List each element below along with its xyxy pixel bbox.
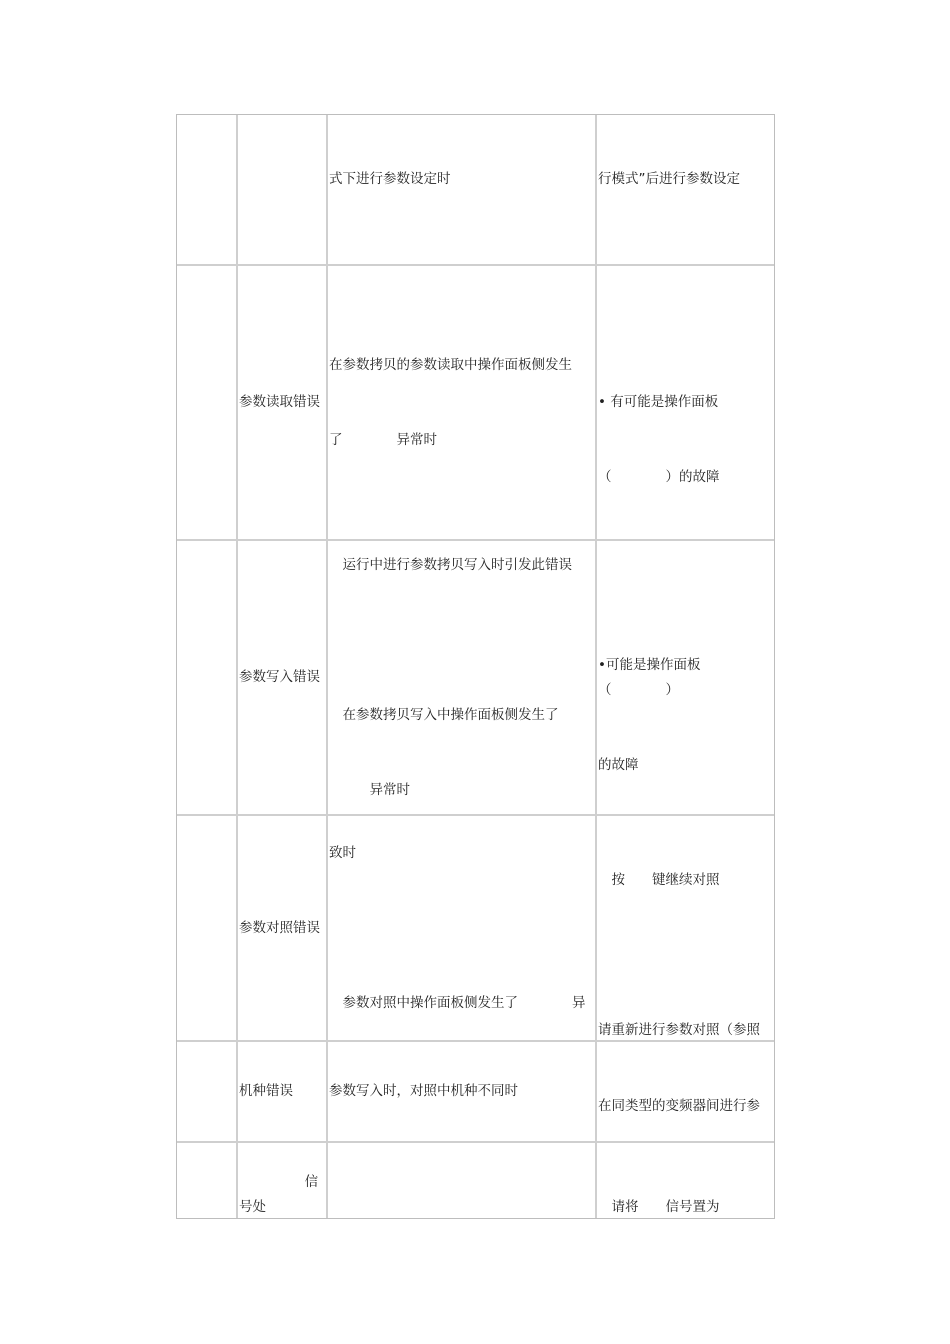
condition-line: 运行中进行参数拷贝写入时引发此错误 [329,556,572,573]
table-row [177,266,774,541]
table-cell-code [177,1042,238,1141]
remedy-line: 的故障 [598,756,639,773]
error-name: 机种错误 [239,1083,293,1099]
remedy-line [598,315,759,340]
condition-line: 参数对照中操作面板侧发生了 异 [329,994,586,1011]
condition-line [329,628,572,653]
table-cell-remedy [597,816,774,1040]
remedy-line: 请将 信号置为 [598,1199,720,1215]
remedy-line: • 有可能是操作面板 [598,394,719,410]
table-cell-condition [328,1143,597,1218]
remedy-line [598,943,774,968]
error-name: 参数读取错误 [239,394,320,410]
table-cell-code [177,541,238,814]
condition-line [329,916,586,941]
table-cell-name [238,115,328,264]
table-cell-condition [328,541,597,814]
remedy-line: 按 键继续对照 [598,872,720,888]
table-row [177,115,774,266]
table-cell-name [238,816,328,1040]
table-row [177,1042,774,1143]
condition-line: 在参数拷贝写入中操作面板侧发生了 [329,706,559,723]
table-cell-code [177,115,238,264]
condition-line: 异常时 [329,781,410,798]
error-name: 信号处 [239,1174,319,1215]
remedy-line: 在同类型的变频器间进行参 [598,1098,760,1114]
remedy-line: •可能是操作面板（ ） [598,656,701,698]
table-cell-name [238,541,328,814]
error-name: 参数对照错误 [239,919,320,936]
condition-line: 式下进行参数设定时 [329,171,451,187]
remedy-line: （ ）的故障 [598,469,720,485]
table-cell-remedy [597,541,774,814]
table-cell-code [177,266,238,539]
table-cell-remedy [597,266,774,539]
condition-line: 了 异常时 [329,431,437,448]
table-row [177,1143,774,1218]
table-cell-code [177,816,238,1040]
condition-line: 参数写入时，对照中机种不同时 [329,1083,518,1099]
remedy-line: 行模式”后进行参数设定 [598,171,740,187]
condition-line: 在参数拷贝的参数读取中操作面板侧发生 [329,356,572,373]
table-cell-remedy [597,115,774,264]
table-cell-name [238,1042,328,1141]
error-name: 参数写入错误 [239,669,320,685]
remedy-line [598,578,774,603]
table-cell-condition [328,115,597,264]
table-cell-condition [328,1042,597,1141]
table-row [177,816,774,1042]
table-cell-code [177,1143,238,1218]
remedy-line [598,242,774,264]
table-cell-remedy [597,1042,774,1141]
table-cell-condition [328,816,597,1040]
table-cell-name [238,1143,328,1218]
table-cell-condition [328,266,597,539]
condition-line: 致时 [329,844,356,861]
remedy-line: 请重新进行参数对照（参照 [598,1022,760,1038]
error-table [176,114,775,1219]
table-row [177,541,774,816]
table-cell-name [238,266,328,539]
table-cell-remedy [597,1143,774,1218]
